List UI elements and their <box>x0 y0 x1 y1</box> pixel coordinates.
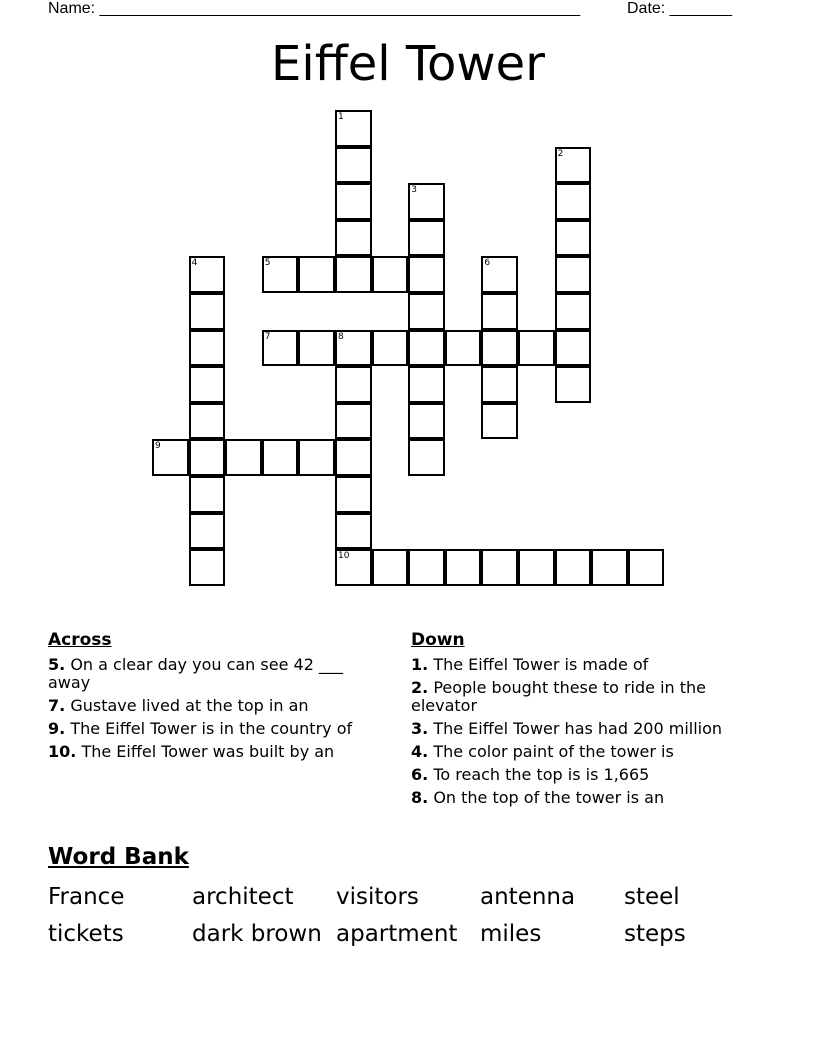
clue-number: 2. <box>411 678 429 697</box>
grid-cell[interactable] <box>408 256 445 293</box>
grid-cell[interactable] <box>481 293 518 330</box>
grid-cell[interactable] <box>445 330 482 367</box>
clue-number: 10. <box>48 742 77 761</box>
grid-cell[interactable] <box>408 220 445 257</box>
grid-cell[interactable] <box>555 293 592 330</box>
clue-number: 3. <box>411 719 429 738</box>
across-clue-list <box>48 656 378 766</box>
grid-cell[interactable] <box>335 220 372 257</box>
word-bank-word: tickets <box>48 921 124 947</box>
grid-cell[interactable] <box>298 256 335 293</box>
grid-cell[interactable] <box>408 403 445 440</box>
grid-cell[interactable] <box>518 549 555 586</box>
grid-cell[interactable] <box>189 513 226 550</box>
puzzle-title: Eiffel Tower <box>271 36 545 92</box>
clue-number: 4. <box>411 742 429 761</box>
grid-cell[interactable] <box>189 330 226 367</box>
clue-text: Gustave lived at the top in an <box>70 696 309 715</box>
grid-cell[interactable] <box>189 256 226 293</box>
grid-cell[interactable] <box>335 147 372 184</box>
cell-number: 4 <box>191 258 198 269</box>
grid-cell[interactable] <box>408 330 445 367</box>
cell-number: 5 <box>264 258 271 269</box>
grid-cell[interactable] <box>335 183 372 220</box>
grid-cell[interactable] <box>298 439 335 476</box>
grid-cell[interactable] <box>335 403 372 440</box>
grid-cell[interactable] <box>481 549 518 586</box>
cell-number: 7 <box>264 331 271 342</box>
grid-cell[interactable] <box>481 366 518 403</box>
word-bank-word: dark brown <box>192 921 322 947</box>
down-clue <box>411 743 751 761</box>
grid-cell[interactable] <box>481 330 518 367</box>
down-clue <box>411 656 751 674</box>
grid-cell[interactable] <box>298 330 335 367</box>
grid-cell[interactable] <box>481 256 518 293</box>
grid-cell[interactable] <box>262 256 299 293</box>
clue-text: The Eiffel Tower has had 200 million <box>433 719 723 738</box>
clue-text: To reach the top is is 1,665 <box>433 765 650 784</box>
down-clue-list <box>411 656 751 812</box>
grid-cell[interactable] <box>408 439 445 476</box>
grid-cell[interactable] <box>555 549 592 586</box>
grid-cell[interactable] <box>372 330 409 367</box>
grid-cell[interactable] <box>555 330 592 367</box>
across-heading: Across <box>48 630 112 650</box>
word-bank-word: visitors <box>336 884 419 910</box>
word-bank-heading: Word Bank <box>48 844 189 870</box>
grid-cell[interactable] <box>518 330 555 367</box>
grid-cell[interactable] <box>372 549 409 586</box>
clue-number: 9. <box>48 719 66 738</box>
across-clue <box>48 720 378 738</box>
clue-text: The Eiffel Tower was built by an <box>81 742 335 761</box>
cell-number: 9 <box>155 441 161 452</box>
down-clue <box>411 720 751 738</box>
clue-number: 8. <box>411 788 429 807</box>
clue-number: 1. <box>411 655 429 674</box>
grid-cell[interactable] <box>335 366 372 403</box>
across-clue <box>48 656 378 692</box>
word-bank-word: miles <box>480 921 542 947</box>
name-field[interactable]: Name: ______________________________________________________ <box>48 0 581 17</box>
clue-number: 5. <box>48 655 66 674</box>
clue-text: On the top of the tower is an <box>433 788 665 807</box>
grid-cell[interactable] <box>555 366 592 403</box>
clue-text: On a clear day you can see 42 ___ away <box>48 655 343 692</box>
grid-cell[interactable] <box>335 513 372 550</box>
down-clue <box>411 679 751 715</box>
cell-number: 2 <box>557 148 564 159</box>
date-field[interactable]: Date: _______ <box>627 0 732 17</box>
grid-cell[interactable] <box>408 293 445 330</box>
grid-cell[interactable] <box>408 366 445 403</box>
clue-text: The color paint of the tower is <box>433 742 674 761</box>
word-bank-word: architect <box>192 884 294 910</box>
clue-text: The Eiffel Tower is in the country of <box>70 719 353 738</box>
word-bank-word: antenna <box>480 884 576 910</box>
grid-cell[interactable] <box>225 439 262 476</box>
grid-cell[interactable] <box>335 549 372 586</box>
clue-text: The Eiffel Tower is made of <box>433 655 649 674</box>
down-clue <box>411 766 751 784</box>
grid-cell[interactable] <box>591 549 628 586</box>
grid-cell[interactable] <box>262 330 299 367</box>
grid-cell[interactable] <box>335 439 372 476</box>
grid-cell[interactable] <box>152 439 189 476</box>
cell-number: 1 <box>338 112 344 122</box>
grid-cell[interactable] <box>555 220 592 257</box>
grid-cell[interactable] <box>555 256 592 293</box>
grid-cell[interactable] <box>335 256 372 293</box>
down-heading: Down <box>411 630 465 650</box>
word-bank-word: France <box>48 884 125 910</box>
grid-cell[interactable] <box>445 549 482 586</box>
across-clue <box>48 697 378 715</box>
cell-number: 6 <box>484 258 491 269</box>
grid-cell[interactable] <box>408 183 445 220</box>
grid-cell[interactable] <box>555 183 592 220</box>
grid-cell[interactable] <box>481 403 518 440</box>
across-clue <box>48 743 378 761</box>
grid-cell[interactable] <box>189 549 226 586</box>
grid-cell[interactable] <box>189 439 226 476</box>
grid-cell[interactable] <box>408 549 445 586</box>
clue-number: 7. <box>48 696 66 715</box>
word-bank-word: apartment <box>336 921 458 947</box>
cell-number: 10 <box>338 551 350 562</box>
cell-number: 3 <box>411 185 417 196</box>
grid-cell[interactable] <box>555 147 592 184</box>
grid-cell[interactable] <box>189 293 226 330</box>
clue-text: People bought these to ride in the elevator <box>411 678 707 715</box>
grid-cell[interactable] <box>189 476 226 513</box>
grid-cell[interactable] <box>189 403 226 440</box>
grid-cell[interactable] <box>372 256 409 293</box>
grid-cell[interactable] <box>335 476 372 513</box>
word-bank-word: steel <box>624 884 680 910</box>
cell-number: 8 <box>338 331 344 342</box>
grid-cell[interactable] <box>335 110 372 147</box>
down-clue <box>411 789 751 807</box>
clue-number: 6. <box>411 765 429 784</box>
grid-cell[interactable] <box>335 330 372 367</box>
word-bank-word: steps <box>624 921 686 947</box>
grid-cell[interactable] <box>262 439 299 476</box>
grid-cell[interactable] <box>628 549 665 586</box>
grid-cell[interactable] <box>189 366 226 403</box>
